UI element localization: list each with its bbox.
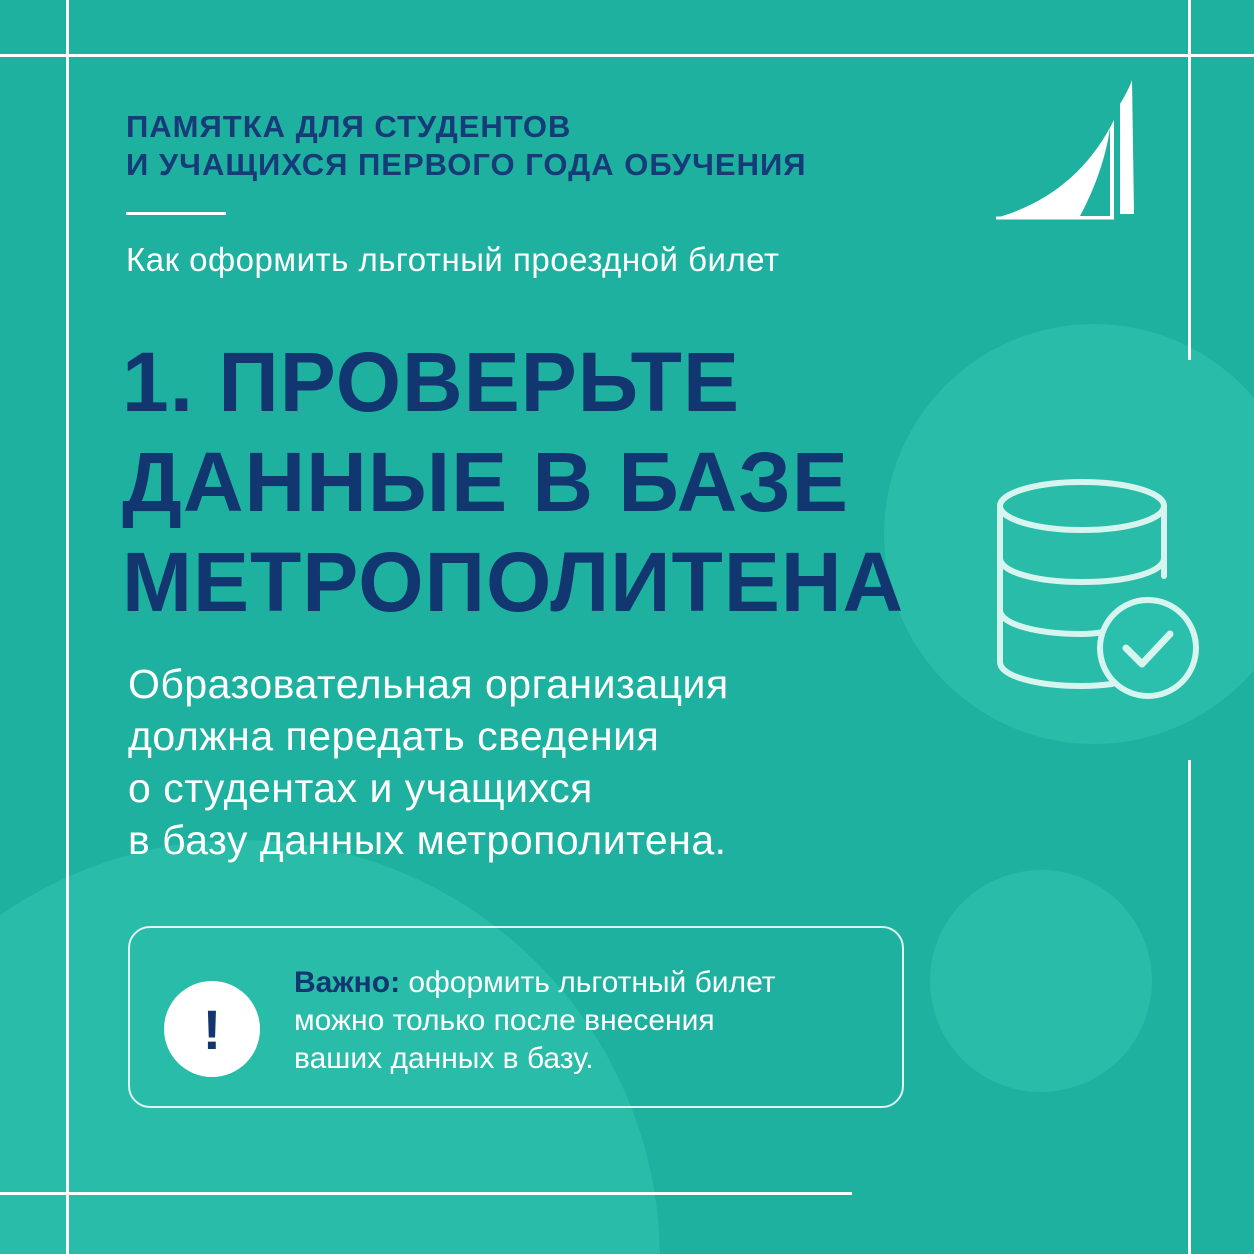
bg-circle-small	[930, 870, 1152, 1092]
notice-label: Важно:	[294, 966, 401, 999]
frame-line-left	[66, 0, 69, 1254]
frame-line-bottom	[0, 1192, 852, 1195]
eyebrow-line-2: И УЧАЩИХСЯ ПЕРВОГО ГОДА ОБУЧЕНИЯ	[126, 147, 807, 182]
headline-line-3: МЕТРОПОЛИТЕНА	[122, 535, 905, 629]
headline-line-2: ДАННЫЕ В БАЗЕ	[122, 435, 849, 529]
important-notice	[128, 926, 904, 1108]
notice-line-2: можно только после внесения	[294, 1004, 715, 1037]
database-check-icon	[990, 476, 1210, 706]
step-headline	[122, 332, 1002, 632]
eyebrow-line-1: ПАМЯТКА ДЛЯ СТУДЕНТОВ	[126, 109, 572, 144]
body-line-1: Образовательная организация	[128, 661, 729, 707]
body-line-3: о студентах и учащихся	[128, 765, 593, 811]
notice-line-1	[294, 964, 894, 1002]
headline-line-1: 1. ПРОВЕРЬТЕ	[122, 335, 740, 429]
notice-line-1-rest: оформить льготный билет	[400, 966, 776, 999]
notice-text	[294, 964, 894, 1078]
logo-icon	[992, 76, 1142, 224]
eyebrow-title	[126, 108, 946, 184]
frame-line-right-bottom	[1188, 760, 1191, 1254]
frame-line-top	[0, 54, 1254, 57]
body-text	[128, 658, 888, 866]
body-line-4: в базу данных метрополитена.	[128, 817, 727, 863]
eyebrow-divider	[126, 212, 226, 215]
body-line-2: должна передать сведения	[128, 713, 660, 759]
subtitle: Как оформить льготный проездной билет	[126, 241, 780, 278]
notice-line-3: ваших данных в базу.	[294, 1042, 594, 1075]
exclamation-icon: !	[164, 981, 260, 1077]
